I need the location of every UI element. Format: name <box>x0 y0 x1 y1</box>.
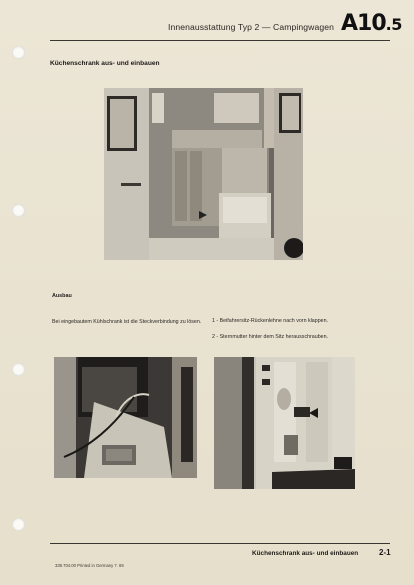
removal-heading: Ausbau <box>52 293 72 299</box>
section-code <box>341 11 402 36</box>
punch-hole <box>12 46 25 59</box>
section-title: Küchenschrank aus- und einbauen <box>50 60 160 67</box>
print-note: 339.704.00 Printed in Germany 7. 69 <box>55 563 124 568</box>
kitchen-cabinet-photo <box>104 88 303 260</box>
footer-title: Küchenschrank aus- und einbauen <box>252 550 359 557</box>
header-rule <box>50 40 390 41</box>
punch-hole <box>12 518 25 531</box>
removal-intro: Bei eingebautem Kühlschrank ist die Steckverbindung zu lösen. <box>52 319 202 325</box>
removal-step-2: 2 - Sternmutter hinter dem Sitz herausschrauben. <box>212 334 328 340</box>
removal-step-1: 1 - Beifahrersitz-Rückenlehne nach vorn klappen. <box>212 318 329 324</box>
section-code-sub: .5 <box>385 15 402 34</box>
footer-rule <box>50 543 390 544</box>
punch-hole <box>12 363 25 376</box>
star-nut-photo <box>214 357 355 489</box>
punch-hole <box>12 204 25 217</box>
section-code-main: A10 <box>341 11 386 36</box>
connector-photo <box>54 357 197 478</box>
page-number: 2-1 <box>379 548 391 557</box>
header-title: Innenausstattung Typ 2 — Campingwagen <box>168 22 334 32</box>
